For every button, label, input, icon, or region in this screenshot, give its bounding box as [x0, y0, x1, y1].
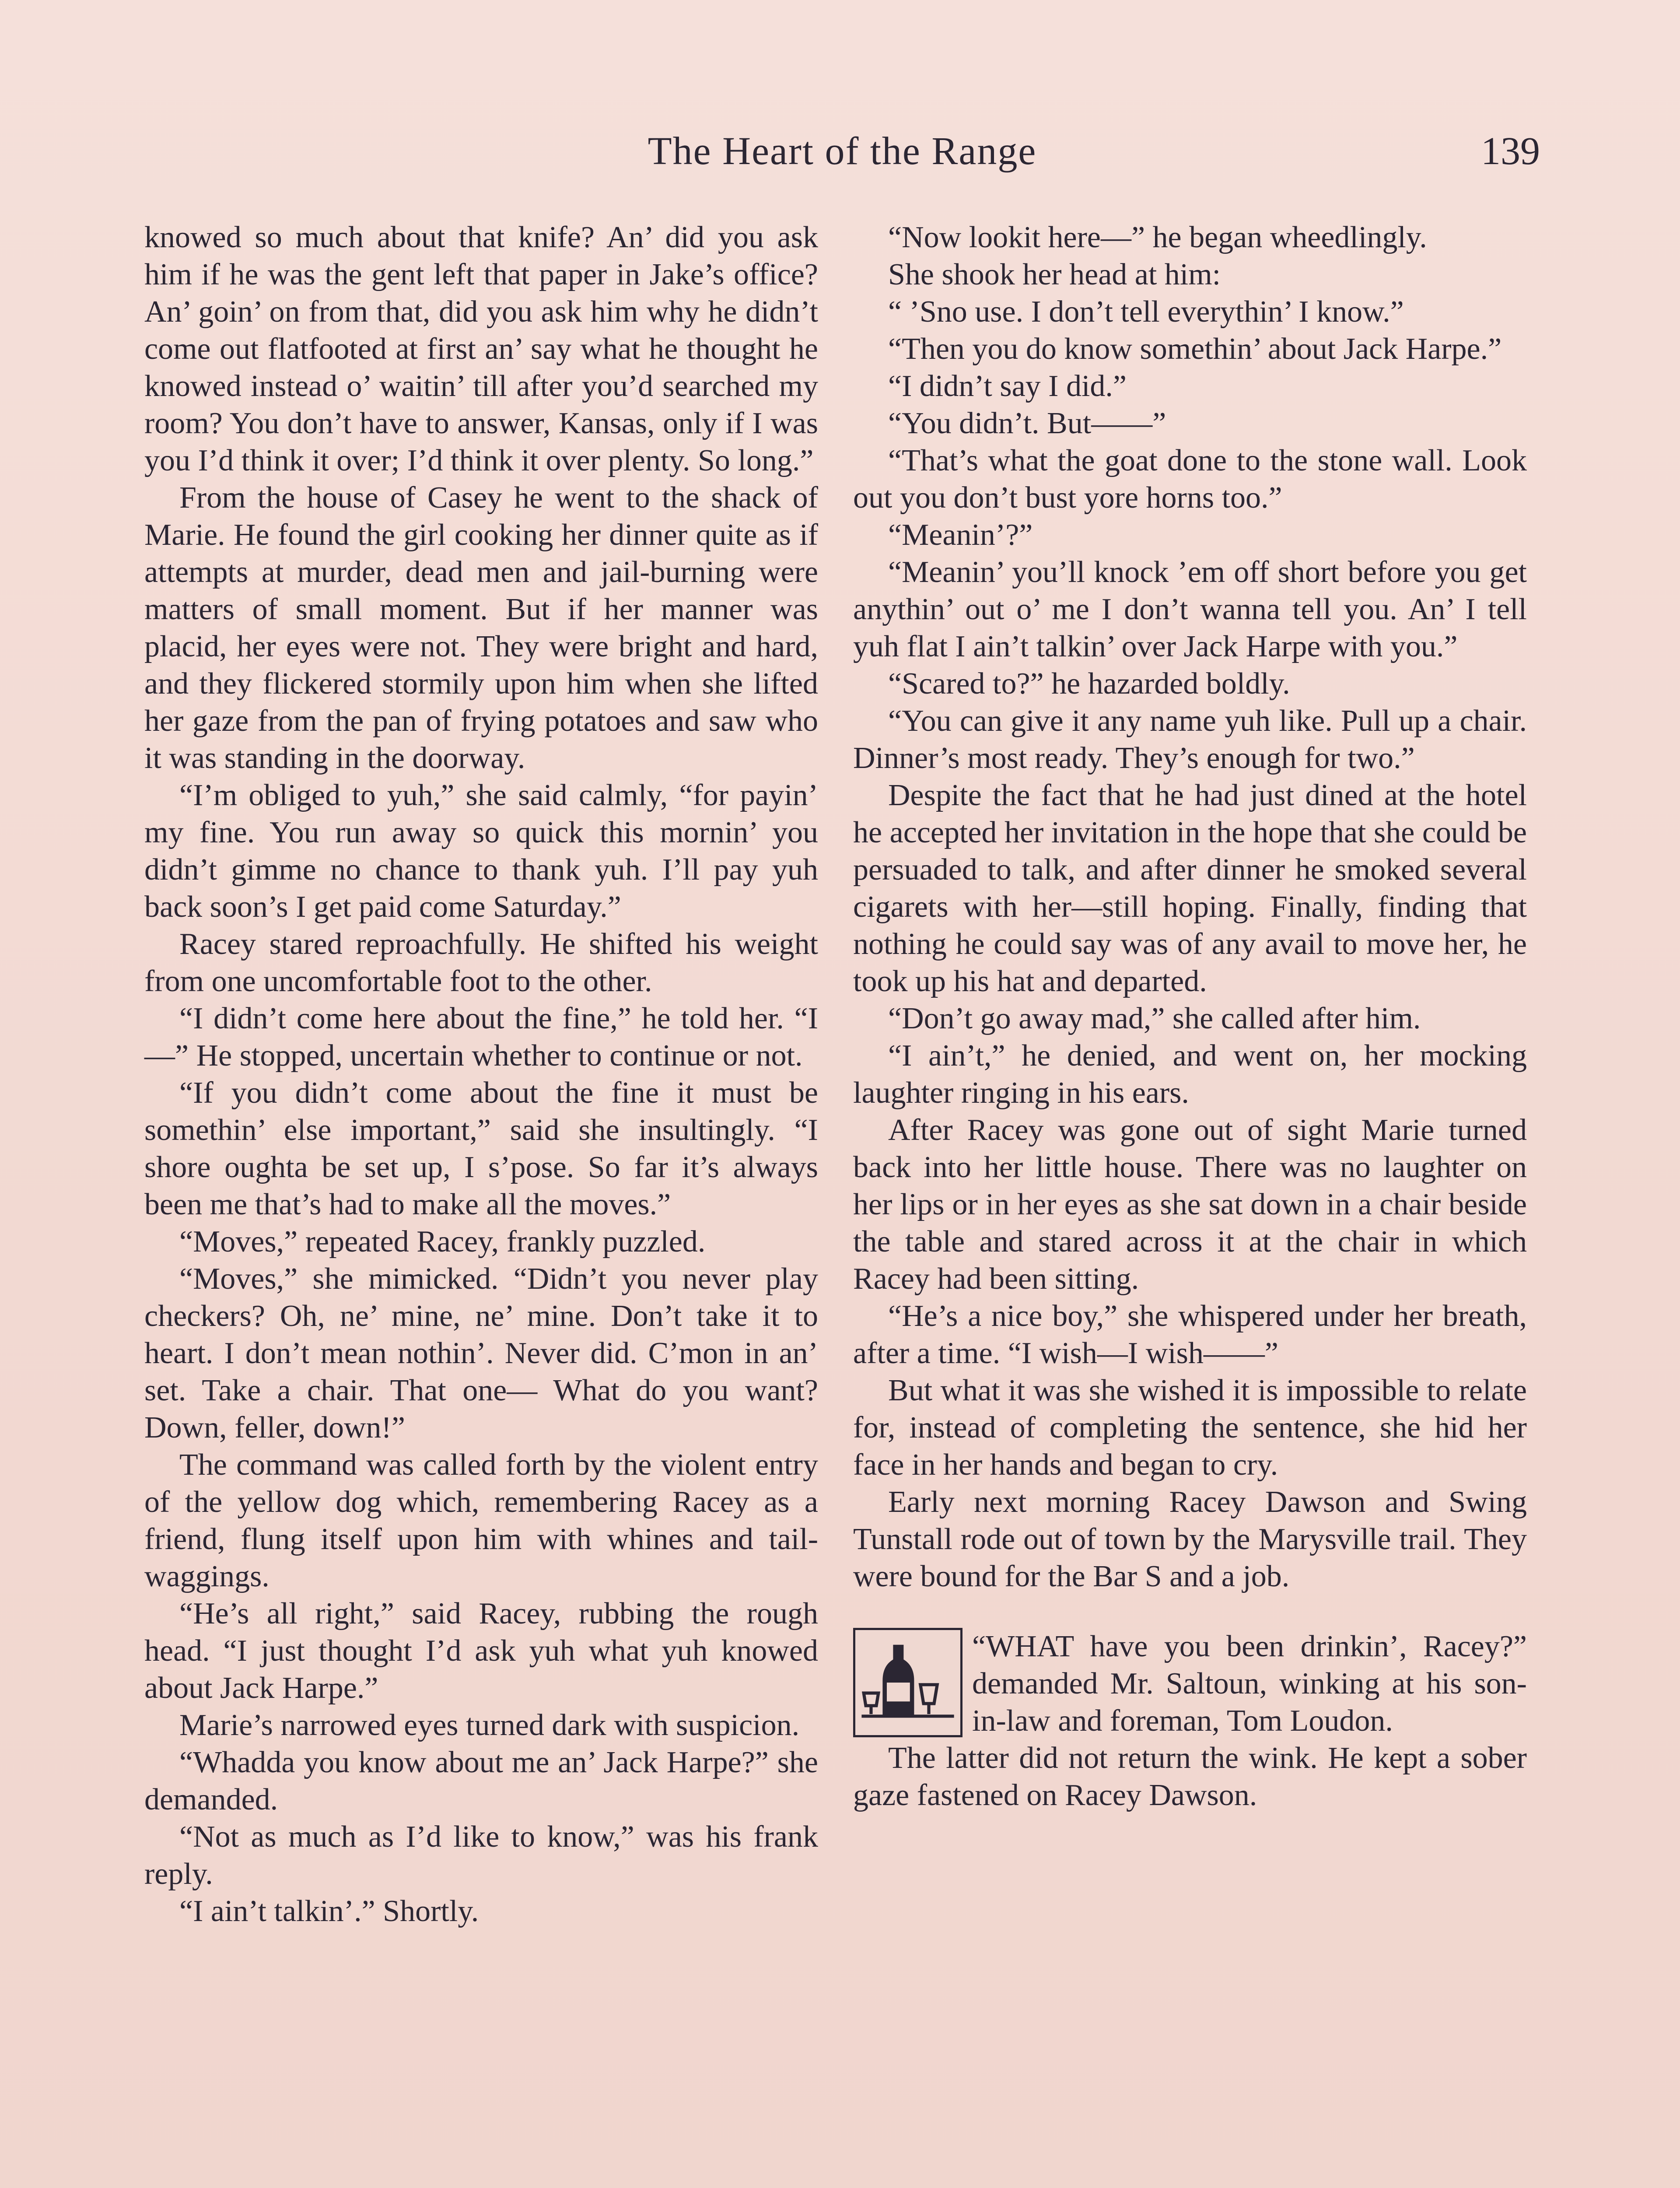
chapter-section-start: [853, 1628, 1527, 1814]
paragraph: The command was called forth by the violent entry of the yellow dog which, remembering Racey as a friend, flung itself upon him with whines and tail-waggings.: [144, 1448, 818, 1593]
paragraph: “Then you do know somethin’ about Jack Harpe.”: [888, 332, 1502, 366]
paragraph: “Meanin’?”: [888, 518, 1033, 552]
paragraph: “Moves,” repeated Racey, frankly puzzled.: [179, 1225, 706, 1259]
paragraph: “I ain’t talkin’.” Shortly.: [179, 1894, 479, 1928]
paragraph: Marie’s narrowed eyes turned dark with suspicion.: [179, 1708, 800, 1742]
paragraph: “ ’Sno use. I don’t tell everythin’ I know.”: [888, 295, 1404, 329]
paragraph: “If you didn’t come about the fine it must be somethin’ else important,” said she insultingly. “I shore oughta be set up, I s’pose. So far it’s always been me that’s had to make all the moves.”: [144, 1076, 818, 1221]
paragraph: “I didn’t come here about the fine,” he told her. “I—” He stopped, uncertain whether to continue or not.: [144, 1002, 818, 1073]
paragraph: “You didn’t. But——”: [888, 407, 1166, 440]
paragraph: “Moves,” she mimicked. “Didn’t you never play checkers? Oh, ne’ mine, ne’ mine. Don’t take it to heart. I don’t mean nothin’. Never did. C’mon in an’ set. Take a chair. That one— What do you want? Down, feller, down!”: [144, 1262, 818, 1445]
paragraph: “I’m obliged to yuh,” she said calmly, “for payin’ my fine. You run away so quick this mornin’ you didn’t gimme no chance to thank yuh. I’ll pay yuh back soon’s I get paid come Saturday.”: [144, 778, 818, 924]
paragraph: Early next morning Racey Dawson and Swing Tunstall rode out of town by the Marysville trail. They were bound for the Bar S and a job.: [853, 1485, 1527, 1593]
bottle-and-glasses-icon: [853, 1628, 962, 1737]
left-text-column: [144, 219, 818, 1930]
paragraph: knowed so much about that knife? An’ did you ask him if he was the gent left that paper in Jake’s office? An’ goin’ on from that, did you ask him why he didn’t come out flatfooted at first an’ say what he thought he knowed instead o’ waitin’ till after you’d searched my room? You don’t have to answer, Kansas, only if I was you I’d think it over; I’d think it over plenty. So long.”: [144, 221, 818, 477]
paragraph: But what it was she wished it is impossible to relate for, instead of completing the sentence, she hid her face in her hands and began to cry.: [853, 1374, 1527, 1482]
paragraph: “He’s a nice boy,” she whispered under her breath, after a time. “I wish—I wish——”: [853, 1299, 1527, 1370]
running-head: [144, 125, 1540, 191]
paragraph: Despite the fact that he had just dined at the hotel he accepted her invitation in the hope that she could be persuaded to talk, and after dinner he smoked several cigarets with her—still hoping. Finally, finding that nothing he could say was of any avail to move her, he took up his hat and departed.: [853, 778, 1527, 998]
section-opening-paragraph: “WHAT have you been drinkin’, Racey?” demanded Mr. Saltoun, winking at his son-in-law and foreman, Tom Loudon.: [972, 1630, 1527, 1738]
paragraph: She shook her head at him:: [888, 258, 1221, 291]
paragraph: “Scared to?” he hazarded boldly.: [888, 667, 1290, 701]
paragraph: “He’s all right,” said Racey, rubbing the rough head. “I just thought I’d ask yuh what yuh knowed about Jack Harpe.”: [144, 1597, 818, 1705]
paragraph: “I didn’t say I did.”: [888, 369, 1127, 403]
paragraph: “That’s what the goat done to the stone wall. Look out you don’t bust yore horns too.”: [853, 444, 1527, 515]
right-text-column: [853, 219, 1527, 1814]
paragraph: Racey stared reproachfully. He shifted his weight from one uncomfortable foot to the other.: [144, 927, 818, 998]
paragraph: “Whadda you know about me an’ Jack Harpe?” she demanded.: [144, 1746, 818, 1816]
paragraph: After Racey was gone out of sight Marie turned back into her little house. There was no laughter on her lips or in her eyes as she sat down in a chair beside the table and stared across it at the chair in which Racey had been sitting.: [853, 1113, 1527, 1296]
paragraph: “Don’t go away mad,” she called after him.: [888, 1002, 1421, 1035]
page-number: 139: [1481, 130, 1540, 173]
paragraph: From the house of Casey he went to the shack of Marie. He found the girl cooking her dinner quite as if attempts at murder, dead men and jail-burning were matters of small moment. But if her manner was placid, her eyes were not. They were bright and hard, and they flickered stormily upon him when she lifted her gaze from the pan of frying potatoes and saw who it was standing in the doorway.: [144, 481, 818, 775]
paragraph: “You can give it any name yuh like. Pull up a chair. Dinner’s most ready. They’s enough for two.”: [853, 704, 1527, 775]
paragraph: “I ain’t,” he denied, and went on, her mocking laughter ringing in his ears.: [853, 1039, 1527, 1110]
paragraph: The latter did not return the wink. He kept a sober gaze fastened on Racey Dawson.: [853, 1741, 1527, 1812]
running-title: The Heart of the Range: [648, 130, 1037, 173]
paragraph: “Meanin’ you’ll knock ’em off short before you get anythin’ out o’ me I don’t wanna tell you. An’ I tell yuh flat I ain’t talkin’ over Jack Harpe with you.”: [853, 555, 1527, 663]
paragraph: “Now lookit here—” he began wheedlingly.: [888, 221, 1427, 254]
paragraph: “Not as much as I’d like to know,” was his frank reply.: [144, 1820, 818, 1891]
